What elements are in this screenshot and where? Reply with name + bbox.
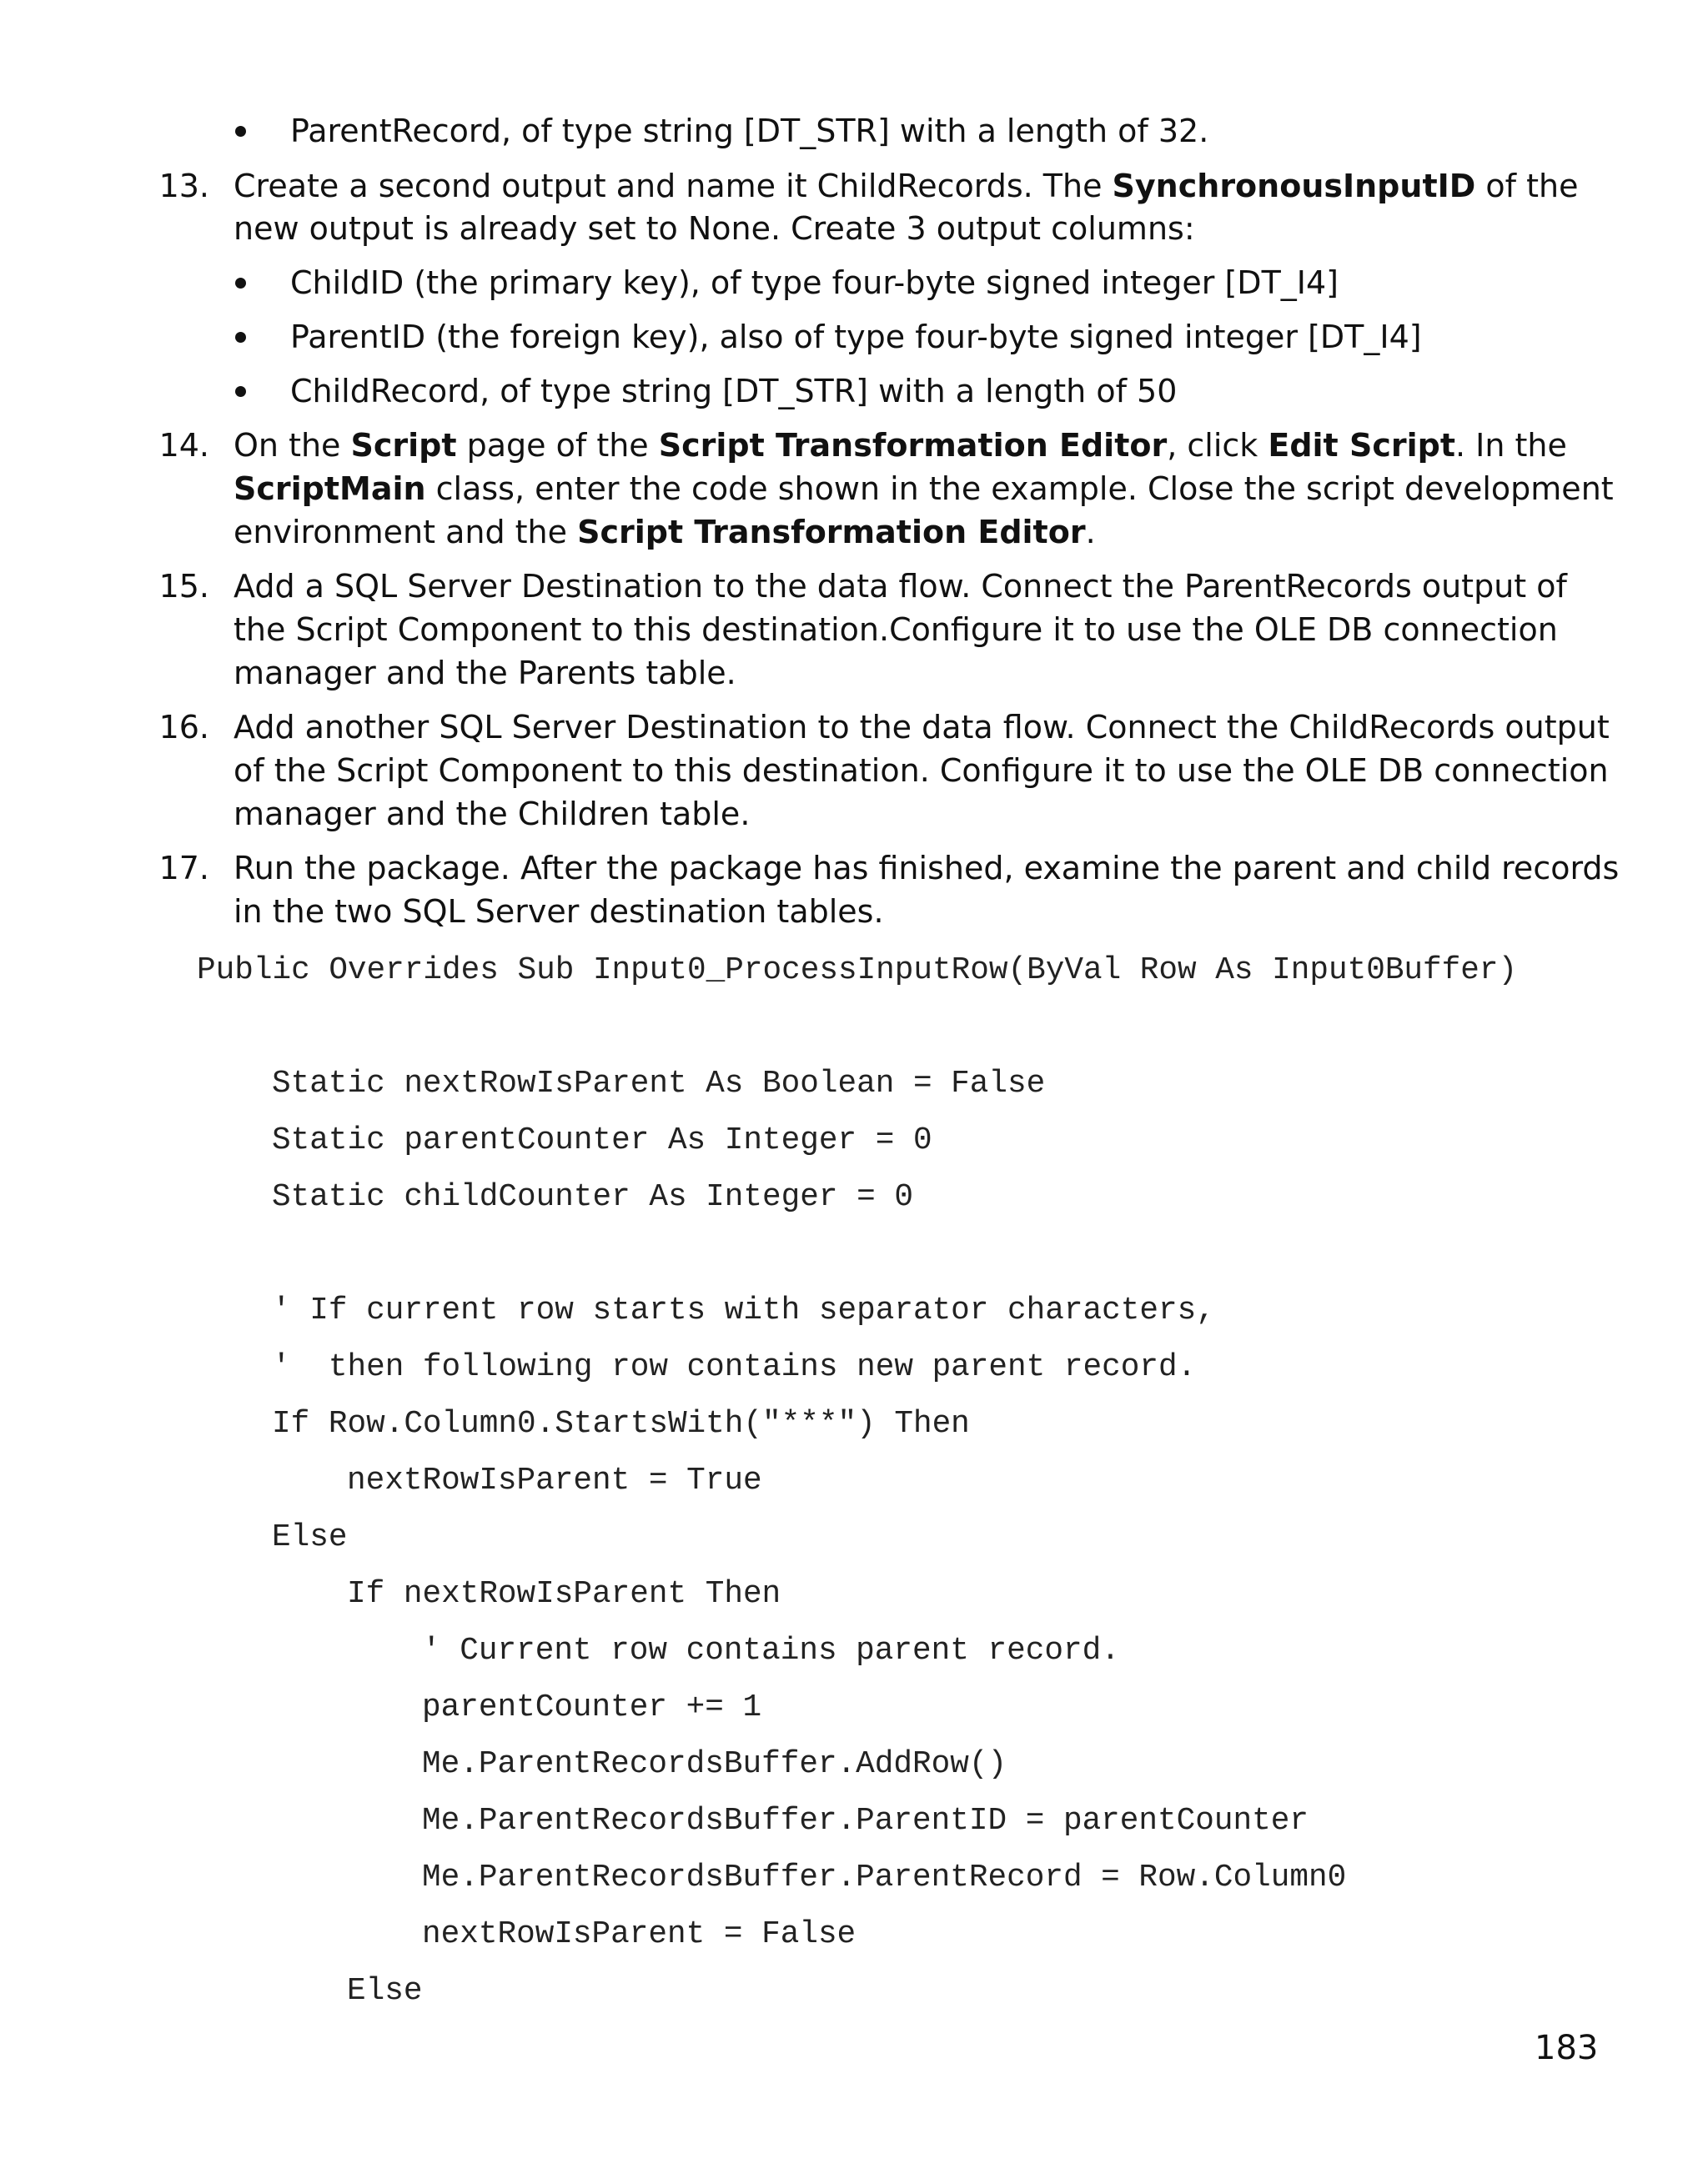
bullet-text: ChildID (the primary key), of type four-byte signed integer [DT_I4]	[290, 264, 1339, 301]
code-line: If nextRowIsParent Then	[347, 1577, 781, 1612]
bullet-text: ParentID (the foreign key), also of type four-byte signed integer [DT_I4]	[290, 319, 1422, 355]
ui-term: ScriptMain	[234, 470, 426, 507]
bullet-item	[235, 369, 1177, 414]
step-16-line-1: Add another SQL Server Destination to the data flow. Connect the ChildRecords output	[234, 709, 1610, 746]
step-text: environment and the	[234, 514, 578, 550]
code-line: Me.ParentRecordsBuffer.ParentRecord = Row.Column0	[422, 1860, 1347, 1895]
ui-term: Script Transformation Editor	[658, 427, 1168, 464]
step-text: On the	[234, 427, 351, 464]
step-13-line-2: new output is already set to None. Create 3 output columns:	[234, 210, 1195, 247]
step-number: 15.	[158, 568, 209, 605]
bullet-text: ParentRecord, of type string [DT_STR] with a length of 32.	[290, 113, 1209, 149]
step-text: page of the	[456, 427, 659, 464]
code-line: Static childCounter As Integer = 0	[272, 1180, 913, 1215]
code-line: nextRowIsParent = False	[422, 1917, 857, 1952]
code-line: Me.ParentRecordsBuffer.ParentID = parentCounter	[422, 1804, 1309, 1839]
step-14-line-2	[234, 467, 1614, 511]
code-line: ' Current row contains parent record.	[422, 1634, 1120, 1669]
step-text: Create a second output and name it ChildRecords. The	[234, 168, 1113, 204]
step-number: 13.	[158, 168, 209, 204]
ui-term: SynchronousInputID	[1112, 168, 1476, 204]
code-line: Else	[347, 1974, 423, 2009]
ui-term: Script	[350, 427, 457, 464]
step-number: 17.	[158, 850, 209, 886]
step-number: 14.	[158, 427, 209, 464]
bullet-item	[235, 315, 1422, 359]
code-line: Static parentCounter As Integer = 0	[272, 1123, 932, 1158]
step-text: .	[1085, 514, 1096, 550]
code-line: Public Overrides Sub Input0_ProcessInputRow(ByVal Row As Input0Buffer)	[197, 953, 1518, 988]
step-14-line-1	[234, 424, 1567, 468]
step-17-line-1: Run the package. After the package has finished, examine the parent and child records	[234, 850, 1620, 886]
code-line: ' If current row starts with separator characters,	[272, 1293, 1215, 1328]
ui-term: Script Transformation Editor	[577, 514, 1086, 550]
step-15-line-3: manager and the Parents table.	[234, 655, 736, 691]
code-line: If Row.Column0.StartsWith("***") Then	[272, 1407, 970, 1442]
code-line: nextRowIsParent = True	[347, 1464, 762, 1499]
code-line: ' then following row contains new parent record.	[272, 1350, 1197, 1385]
code-line: Me.ParentRecordsBuffer.AddRow()	[422, 1747, 1007, 1782]
step-text: , click	[1167, 427, 1268, 464]
page-number: 183	[1535, 2029, 1599, 2067]
step-text: of the	[1475, 168, 1579, 204]
step-16-line-2: of the Script Component to this destination. Configure it to use the OLE DB connection	[234, 752, 1609, 789]
ui-term: Edit Script	[1268, 427, 1455, 464]
step-number: 16.	[158, 709, 209, 746]
code-line: Static nextRowIsParent As Boolean = False	[272, 1067, 1046, 1102]
step-13-line-1	[234, 164, 1578, 208]
step-14-line-3	[234, 510, 1096, 555]
step-text: class, enter the code shown in the example. Close the script development	[425, 470, 1614, 507]
step-15-line-2: the Script Component to this destination.Configure it to use the OLE DB connection	[234, 611, 1558, 648]
step-15-line-1: Add a SQL Server Destination to the data flow. Connect the ParentRecords output of	[234, 568, 1567, 605]
step-16-line-3: manager and the Children table.	[234, 796, 751, 832]
bullet-text: ChildRecord, of type string [DT_STR] with a length of 50	[290, 373, 1178, 409]
step-17-line-2: in the two SQL Server destination tables.	[234, 893, 884, 930]
code-line: parentCounter += 1	[422, 1690, 762, 1725]
code-line: Else	[272, 1520, 348, 1555]
step-text: . In the	[1454, 427, 1567, 464]
bullet-item	[235, 261, 1339, 305]
bullet-item	[235, 109, 1208, 153]
